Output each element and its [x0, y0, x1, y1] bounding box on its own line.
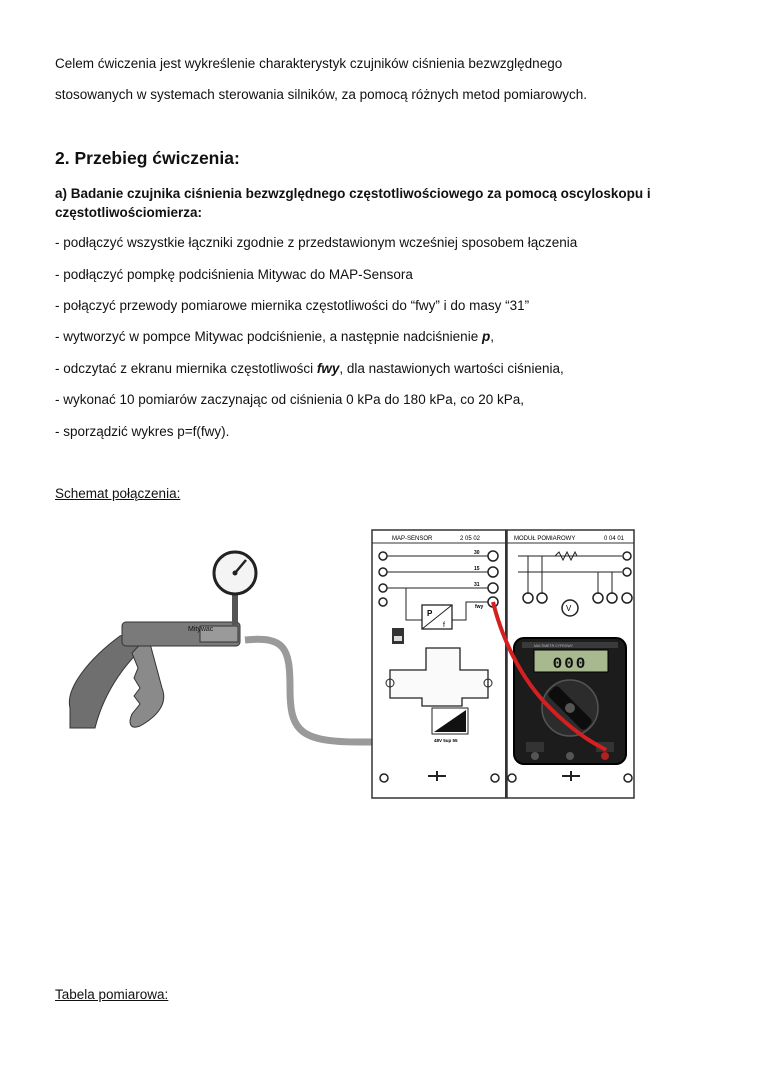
multimeter-brand: MULTIMETR CYFROWY	[534, 644, 574, 648]
step-2: - podłączyć pompkę podciśnienia Mitywac do MAP-Sensora	[55, 267, 413, 282]
term-31-label: 31	[474, 582, 480, 588]
term-15-label: 15	[474, 566, 480, 572]
svg-text:V: V	[566, 604, 572, 613]
module-code: 0 04 01	[604, 536, 625, 542]
step-5	[55, 360, 564, 378]
sensor-p-symbol: P	[427, 609, 433, 618]
intro-line-1: Celem ćwiczenia jest wykreślenie charakterystyk czujników ciśnienia bezwzględnego	[55, 56, 563, 71]
map-sensor-code: 2 05 02	[460, 536, 481, 542]
step-5-text: - odczytać z ekranu miernika częstotliwości	[55, 361, 317, 376]
vacuum-pump	[69, 552, 256, 728]
step-5-var: fwy	[316, 361, 340, 376]
step-6: - wykonać 10 pomiarów zaczynając od ciśnienia 0 kPa do 180 kPa, co 20 kPa,	[55, 392, 525, 407]
step-7: - sporządzić wykres p=f(fwy).	[55, 424, 230, 439]
term-30-label: 30	[474, 550, 480, 556]
section-heading: 2. Przebieg ćwiczenia:	[55, 148, 240, 168]
map-sensor-title: MAP-SENSOR	[392, 536, 433, 542]
step-5-end: , dla nastawionych wartości ciśnienia,	[339, 361, 564, 376]
step-4-end: ,	[490, 329, 494, 344]
term-fwy-label: fwy	[475, 604, 484, 610]
map-sensor-panel	[372, 530, 506, 798]
step-3: - połączyć przewody pomiarowe miernika częstotliwości do “fwy” i do masy “31”	[55, 298, 530, 313]
module-title: MODUŁ POMIAROWY	[514, 536, 576, 542]
intro-line-2: stosowanych w systemach sterowania silników, za pomocą różnych metod pomiarowych.	[55, 87, 587, 102]
step-1: - podłączyć wszystkie łączniki zgodnie z przedstawionym wcześniej sposobem łączenia	[55, 235, 578, 250]
sensor-caption: 48V 5up 55	[434, 738, 458, 743]
schemat-label: Schemat połączenia:	[55, 486, 181, 501]
step-4	[55, 328, 494, 346]
step-4-text: - wytworzyć w pompce Mitywac podciśnienie, a następnie nadciśnienie	[55, 329, 482, 344]
step-4-var: p	[481, 329, 491, 344]
subsection-heading: a) Badanie czujnika ciśnienia bezwzględnego częstotliwościowego za pomocą oscyloskopu i częstotliwościomierza:	[55, 186, 651, 220]
sensor-f-symbol: f	[443, 622, 445, 629]
multimeter-reading: 000	[552, 655, 588, 673]
tabela-label: Tabela pomiarowa:	[55, 987, 169, 1002]
connection-diagram	[50, 528, 640, 803]
pump-label: Mitywac	[188, 626, 214, 633]
digital-multimeter	[514, 638, 626, 764]
